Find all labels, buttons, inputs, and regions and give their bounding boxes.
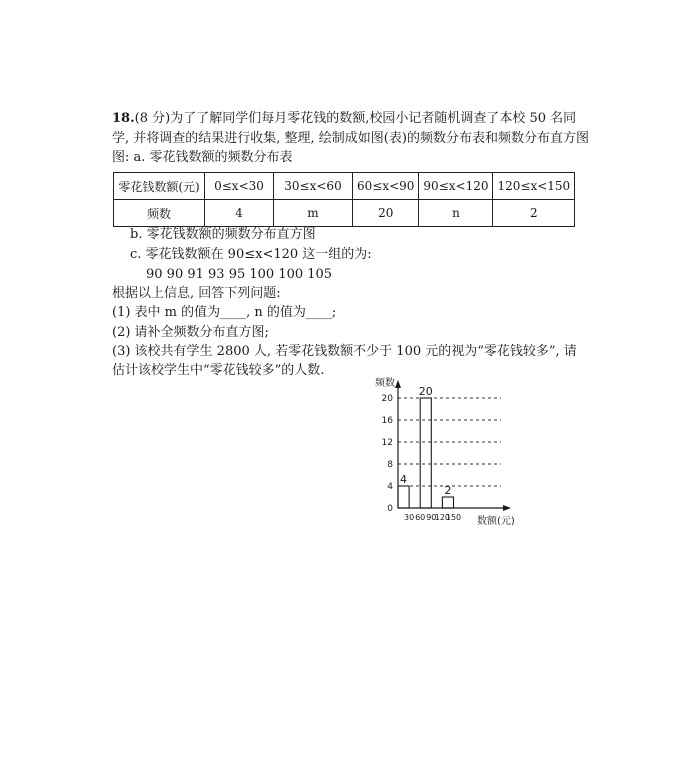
chart-gridlines (398, 398, 501, 486)
question-line-2: 学, 并将调查的结果进行收集, 整理, 绘制成如图(表)的频数分布表和频数分布直方图 (112, 131, 589, 146)
table-header-cell: 120≤x<150 (493, 173, 575, 200)
table-header-cell: 90≤x<120 (419, 173, 493, 200)
x-tick-labels (404, 513, 461, 522)
question-points: (8 分) (134, 111, 171, 126)
table-header-cell: 零花钱数额(元) (114, 173, 205, 200)
histogram-bar (398, 486, 409, 508)
table-cell: 4 (205, 200, 274, 227)
data-list: 90 90 91 93 95 100 100 105 (146, 267, 333, 282)
question-intro-1: 为了了解同学们每月零花钱的数额,校园小记者随机调查了本校 50 名同 (170, 111, 577, 126)
histogram-chart (355, 372, 535, 532)
x-tick-label: 90 (426, 513, 437, 522)
y-tick-label: 16 (381, 416, 393, 426)
table-cell: m (274, 200, 353, 227)
question-line-3: 图: a. 零花钱数额的频数分布表 (112, 150, 293, 165)
y-tick-label: 12 (381, 438, 393, 448)
x-tick-label: 60 (415, 513, 426, 522)
x-tick-label: 150 (445, 513, 462, 522)
table-cell: n (419, 200, 493, 227)
y-tick-labels (382, 394, 394, 514)
table-row (114, 200, 575, 227)
sub-question-1: (1) 表中 m 的值为____, n 的值为____; (112, 305, 337, 320)
question-number: 18. (112, 111, 135, 126)
y-axis-label: 频数 (375, 378, 395, 389)
x-axis-arrow-icon (503, 505, 511, 511)
x-tick-label: 120 (434, 513, 451, 522)
histogram-bar (442, 497, 453, 508)
prompt-text: 根据以上信息, 回答下列问题: (112, 286, 281, 301)
y-tick-label: 20 (381, 394, 393, 404)
sub-question-2: (2) 请补全频数分布直方图; (112, 325, 269, 340)
table-header-cell: 60≤x<90 (353, 173, 419, 200)
part-c: c. 零花钱数额在 90≤x<120 这一组的为: (130, 247, 372, 262)
table-header-row (114, 173, 575, 200)
frequency-table (113, 172, 575, 227)
x-tick-label: 30 (404, 513, 415, 522)
sub-question-3-line-1: (3) 该校共有学生 2800 人, 若零花钱数额不少于 100 元的视为“零花钱较多”, 请 (112, 344, 577, 359)
table-cell: 2 (493, 200, 575, 227)
y-axis-arrow-icon (395, 380, 401, 388)
y-tick-label: 0 (387, 504, 393, 514)
question-line-1 (112, 110, 576, 128)
y-tick-label: 4 (387, 482, 393, 492)
y-tick-label: 8 (387, 460, 393, 470)
part-b: b. 零花钱数额的频数分布直方图 (130, 227, 316, 242)
sub-question-3-line-2: 估计该校学生中“零花钱较多”的人数. (112, 363, 325, 378)
table-cell: 20 (353, 200, 419, 227)
bar-value-label: 4 (400, 473, 408, 486)
bar-value-label: 2 (444, 484, 452, 497)
table-row-label: 频数 (114, 200, 205, 227)
table-header-cell: 0≤x<30 (205, 173, 274, 200)
table-header-cell: 30≤x<60 (274, 173, 353, 200)
bar-value-label: 20 (418, 385, 433, 398)
x-axis-label: 数额(元) (477, 516, 515, 527)
bar-labels (400, 385, 451, 497)
histogram-bar (420, 398, 431, 508)
